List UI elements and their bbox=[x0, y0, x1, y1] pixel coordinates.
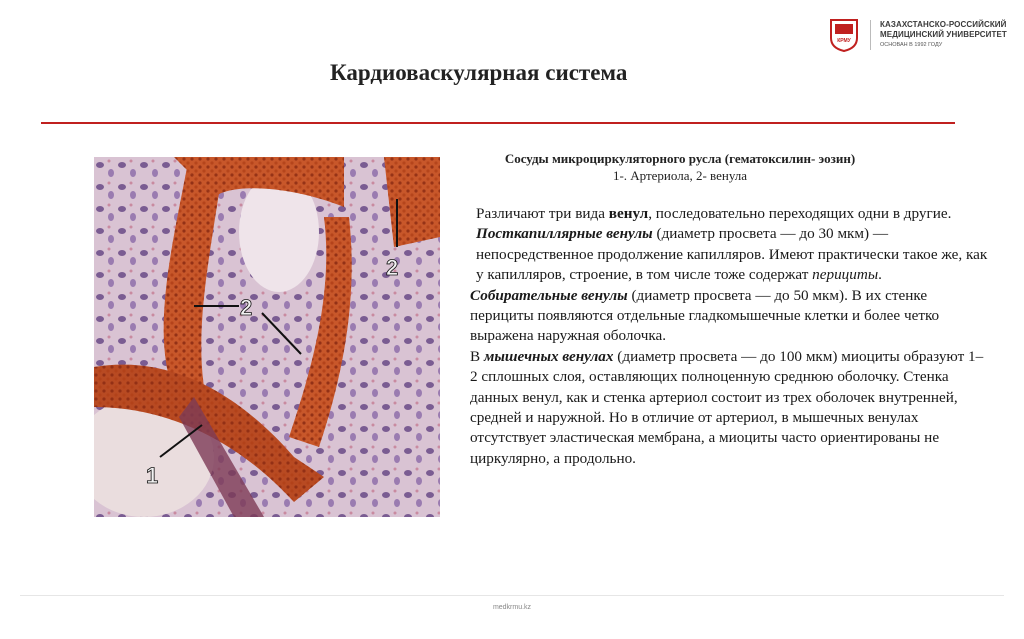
paragraph-collecting bbox=[470, 286, 990, 347]
text-run: . bbox=[878, 266, 882, 284]
text-run: В bbox=[470, 347, 484, 365]
text-run-bold: венул bbox=[608, 205, 649, 222]
logo-text: КРМУ bbox=[837, 38, 851, 44]
micrograph-image bbox=[94, 157, 440, 517]
text-run: (диаметр просвета — до 50 мкм). В их стенке перициты появляются отдельные гладкомышечные клетки и более четко выражена наружная оболочка. bbox=[470, 286, 940, 345]
university-name bbox=[880, 20, 1020, 40]
paragraph-intro bbox=[470, 204, 990, 224]
paragraph-muscular bbox=[470, 347, 990, 469]
term-collecting-venules: Собирательные венулы bbox=[470, 286, 628, 304]
figure-caption bbox=[470, 150, 890, 184]
logo-divider bbox=[870, 20, 871, 50]
slide-title: Кардиоваскулярная система bbox=[330, 60, 628, 85]
text-run: (диаметр просвета — до 30 мкм) — непосредственное продолжение капилляров. Имеют практически такое же, как у капилляров, строение, в том числе тоже содержат bbox=[476, 225, 988, 284]
term-postcapillary-venules: Посткапиллярные венулы bbox=[476, 225, 653, 243]
text-run: , последовательно переходящих одни в другие. bbox=[648, 205, 952, 222]
footer-url: medkrmu.kz bbox=[492, 604, 532, 611]
figure-label-1: 1 bbox=[146, 463, 159, 488]
text-run: (диаметр просвета — до 100 мкм) миоциты образуют 1–2 сплошных слоя, оставляющих полноценную среднюю оболочку. Стенка данных венул, как и стенка артериол состоит из трех оболочек внутренней, средней и наружной. Но в отличие от артериол, в мышечных венулах отсутствует эластическая мембрана, а миоциты часто ориентированы не циркулярно, а продольно. bbox=[470, 347, 984, 467]
figure-label-2b: 2 bbox=[240, 295, 253, 320]
footer-divider bbox=[20, 595, 1004, 596]
term-muscular-venules: мышечных венулах bbox=[483, 347, 614, 365]
term-pericytes: перициты bbox=[812, 266, 879, 284]
paragraph-postcapillary bbox=[470, 224, 990, 285]
university-name-line2: МЕДИЦИНСКИЙ УНИВЕРСИТЕТ bbox=[880, 30, 1007, 39]
university-name-line1: КАЗАХСТАНСКО-РОССИЙСКИЙ bbox=[880, 20, 1007, 29]
caption-legend: 1-. Артериола, 2- венула bbox=[612, 168, 748, 183]
university-logo bbox=[829, 18, 859, 52]
university-founded: ОСНОВАН В 1992 ГОДУ bbox=[880, 42, 943, 48]
body-text bbox=[470, 204, 990, 469]
text-run: Различают три вида bbox=[476, 205, 609, 222]
caption-title: Сосуды микроциркуляторного русла (гематоксилин- эозин) bbox=[504, 151, 856, 166]
figure-label-2a: 2 bbox=[386, 255, 399, 280]
title-divider bbox=[41, 122, 955, 124]
